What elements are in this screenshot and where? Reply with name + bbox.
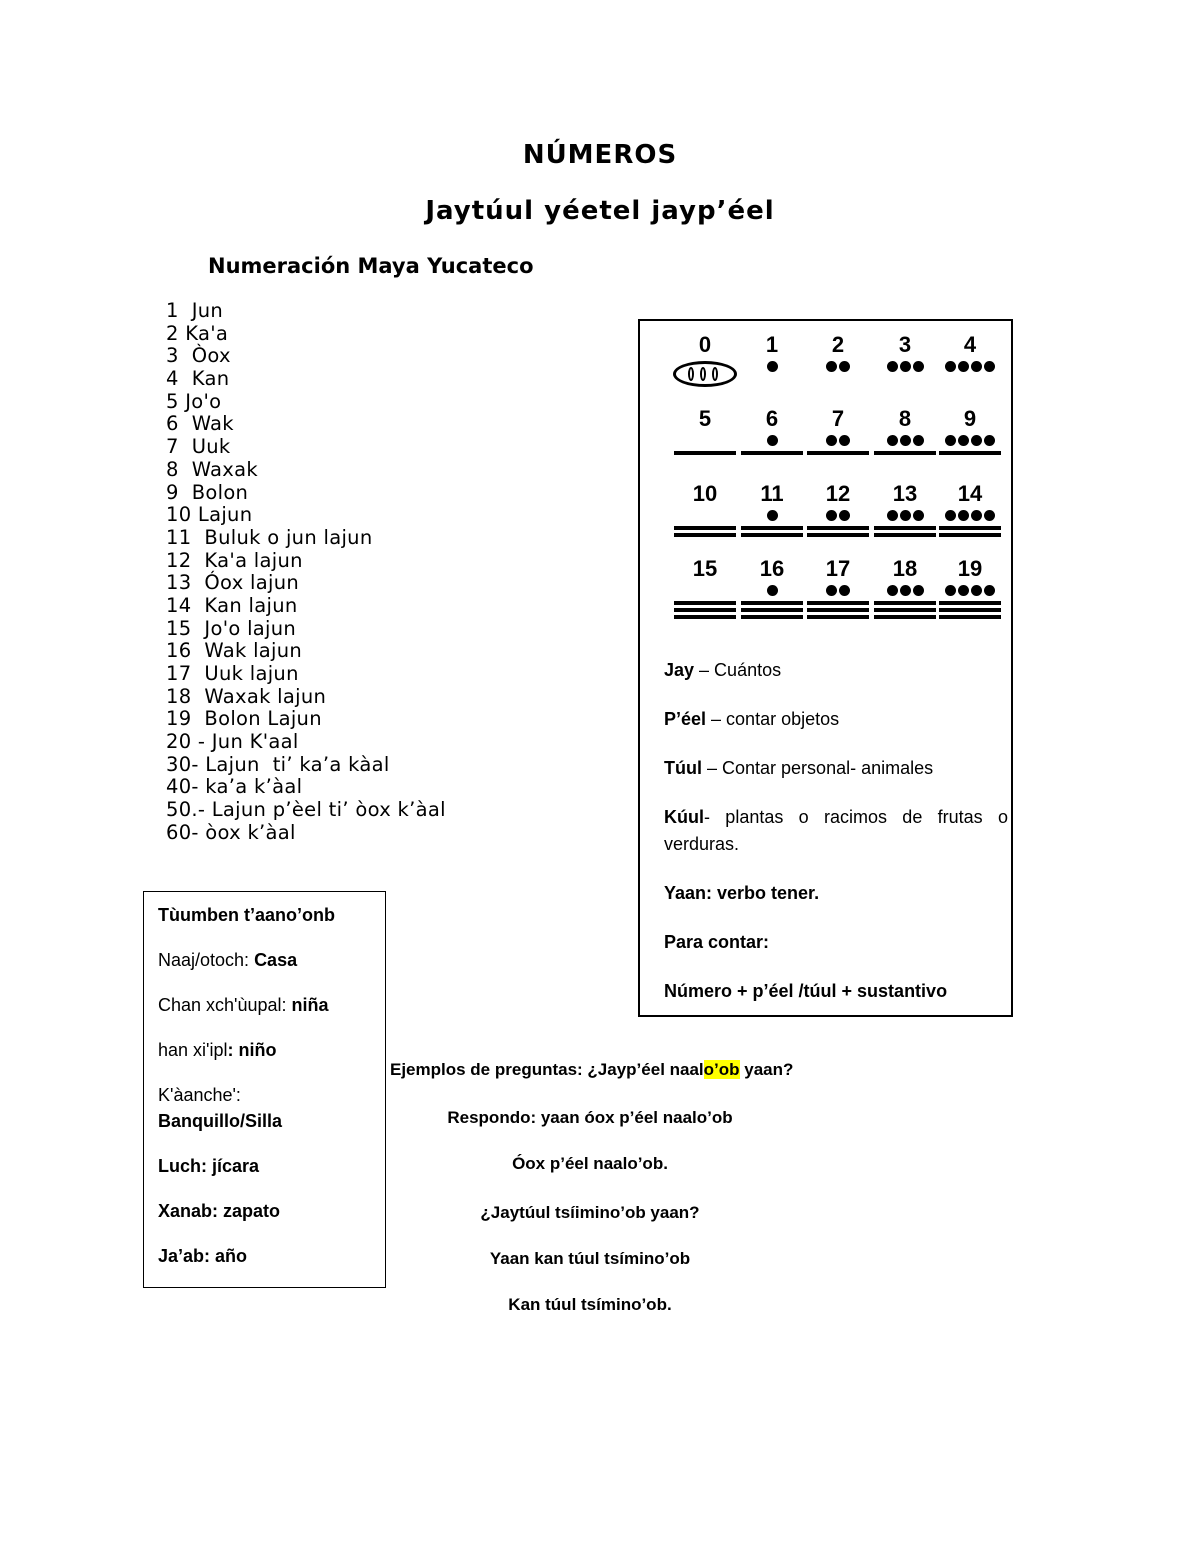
maya-numeral-label: 9 [963,406,977,431]
maya-dot [984,361,995,372]
para-contar-text: Para contar: [664,932,770,952]
maya-dot [971,361,982,372]
maya-numeral-label: 18 [892,556,918,581]
question-text: yaan? [739,1060,794,1079]
vocab-label: K'àanche': [158,1085,241,1105]
vocab-value: : niño [227,1040,277,1060]
vocab-heading [158,902,383,928]
number-item: 20 - Jun K'aal [166,730,299,754]
def-kuul: - plantas o racimos de frutas o verduras. [664,807,1008,854]
number-item: 3 Òox [166,344,231,368]
maya-numeral-label: 15 [692,556,718,581]
maya-numeral-label: 4 [963,332,977,357]
maya-bar [741,451,803,455]
maya-bar [674,608,736,612]
glossary-jay [664,657,1008,684]
maya-numeral [806,407,870,431]
maya-glyph [806,435,870,458]
maya-numeral-label: 11 [760,481,784,506]
maya-numerals-chart [640,321,1011,641]
maya-numeral-label: 17 [825,556,851,581]
maya-dot [984,585,995,596]
maya-numeral-label: 7 [831,406,845,431]
maya-glyph [938,435,1002,458]
maya-dot [839,510,850,521]
maya-bar [674,533,736,537]
maya-dot [826,361,837,372]
maya-bar [807,451,869,455]
number-item: 40- ka’a k’àal [166,775,303,799]
maya-numeral-label: 1 [765,332,779,357]
maya-dot [913,435,924,446]
def-peel: – contar objetos [706,709,840,729]
maya-dot [826,585,837,596]
maya-bar [741,601,803,605]
maya-numeral-label: 16 [759,556,785,581]
maya-numeral-label: 5 [698,406,712,431]
maya-dot [945,585,956,596]
maya-dot [971,585,982,596]
maya-numeral-label: 19 [957,556,983,581]
maya-dot [826,510,837,521]
vocab-jaab [158,1243,383,1269]
maya-glyph [806,361,870,373]
example-question-1 [390,1060,794,1080]
maya-numeral-label: 3 [898,332,912,357]
maya-numeral [740,407,804,431]
maya-bar [807,601,869,605]
numeration-heading: Numeración Maya Yucateco [208,254,534,278]
number-item: 30- Lajun ti’ ka’a kàal [166,752,390,776]
maya-dot [945,435,956,446]
vocabulary-box [143,891,386,1288]
number-item: 7 Uuk [166,435,231,459]
maya-bar [874,526,936,530]
number-item: 2 Ka'a [166,321,229,345]
maya-glyph [740,510,804,540]
term-jay: Jay [664,660,695,680]
maya-numeral [806,557,870,581]
vocab-label: han xi'ipl [158,1040,228,1060]
vocab-luch [158,1153,383,1179]
page-title: NÚMEROS [522,140,678,170]
maya-bar [674,526,736,530]
maya-dot [767,510,778,521]
maya-numeral [938,482,1002,506]
number-item: 14 Kan lajun [166,593,298,617]
vocab-xanab [158,1198,383,1224]
glossary-para-contar [664,929,1008,956]
term-kuul: Kúul [664,807,704,827]
numbers-list [166,300,446,845]
maya-numeral-label: 6 [765,406,779,431]
maya-dot [984,435,995,446]
maya-dot [958,361,969,372]
maya-bar [674,615,736,619]
maya-dot [826,435,837,446]
maya-numerals-box [638,319,1013,1017]
maya-bar [741,608,803,612]
number-item: 8 Waxak [166,457,258,481]
example-answer-1: Respondo: yaan óox p’éel naalo’ob [447,1108,733,1127]
vocab-value: Casa [254,950,298,970]
maya-bar [807,615,869,619]
number-item: 13 Óox lajun [166,571,300,595]
maya-numeral [938,407,1002,431]
maya-dot [839,361,850,372]
maya-glyph [873,435,937,458]
maya-dot [913,510,924,521]
maya-glyph [740,585,804,622]
maya-bar [674,451,736,455]
maya-dot [887,435,898,446]
maya-numeral-label: 2 [831,332,845,357]
maya-bar [939,601,1001,605]
number-item: 9 Bolon [166,480,249,504]
maya-numeral [806,333,870,357]
maya-numeral [673,557,737,581]
maya-numeral-label: 8 [898,406,912,431]
number-item: 60- òox k’àal [166,820,296,844]
glossary-peel [664,706,1008,733]
maya-dot [971,435,982,446]
vocab-value: Ja’ab: año [158,1246,248,1266]
maya-bar [939,451,1001,455]
maya-dot [945,510,956,521]
vocab-nina [158,992,383,1018]
number-item: 16 Wak lajun [166,639,303,663]
page-subtitle: Jaytúul yéetel jayp’éel [425,196,775,226]
maya-glyph [673,585,737,622]
example-question-2: ¿Jaytúul tsíimino’ob yaan? [480,1203,700,1222]
maya-numeral-label: 14 [957,481,983,506]
glossary [664,657,1008,1017]
maya-numeral [938,333,1002,357]
def-tuul: – Contar personal- animales [702,758,934,778]
maya-dot [913,361,924,372]
def-jay: – Cuántos [694,660,782,680]
maya-glyph [806,510,870,540]
maya-glyph [873,585,937,622]
maya-glyph [673,510,737,540]
maya-numeral [873,407,937,431]
maya-bar [807,608,869,612]
maya-numeral [673,407,737,431]
maya-dot [887,510,898,521]
vocab-value: Luch: jícara [158,1156,260,1176]
maya-dot [767,435,778,446]
maya-bar [674,601,736,605]
maya-dot [945,361,956,372]
maya-bar [874,601,936,605]
maya-numeral [873,557,937,581]
shell-zero-icon [673,361,737,387]
number-item: 6 Wak [166,412,234,436]
maya-bar [874,533,936,537]
maya-glyph [873,361,937,373]
maya-numeral-label: 12 [825,481,851,506]
maya-numeral [938,557,1002,581]
maya-bar [874,451,936,455]
vocab-heading-text: Tùumben t’aano’onb [158,905,335,925]
maya-dot [839,435,850,446]
maya-dot [984,510,995,521]
maya-dot [971,510,982,521]
formula-text: Número + p’éel /túul + sustantivo [664,981,948,1001]
maya-glyph [873,510,937,540]
vocab-silla [158,1082,383,1134]
maya-bar [741,533,803,537]
maya-dot [900,510,911,521]
maya-glyph [938,510,1002,540]
highlighted-text: o’ob [703,1060,740,1079]
term-tuul: Túul [664,758,702,778]
number-item: 15 Jo'o lajun [166,616,297,640]
maya-glyph [938,585,1002,622]
maya-numeral [740,482,804,506]
maya-dot [958,435,969,446]
number-item: 12 Ka'a lajun [166,548,303,572]
maya-bar [874,615,936,619]
maya-bar [939,615,1001,619]
vocab-nino [158,1037,383,1063]
maya-dot [900,585,911,596]
maya-bar [741,615,803,619]
number-item: 10 Lajun [166,503,253,527]
number-item: 19 Bolon Lajun [166,707,322,731]
vocab-label: Naaj/otoch: [158,950,255,970]
maya-numeral [673,333,737,357]
example-answer-4: Kan túul tsímino’ob. [508,1295,672,1314]
maya-numeral [873,482,937,506]
maya-glyph [740,435,804,458]
glossary-kuul [664,804,1008,858]
glossary-tuul [664,755,1008,782]
vocab-label: Chan xch'ùupal: [158,995,292,1015]
maya-glyph [673,435,737,458]
maya-numeral-label: 0 [698,332,712,357]
maya-numeral [873,333,937,357]
maya-numeral [740,557,804,581]
maya-bar [939,533,1001,537]
maya-dot [900,361,911,372]
vocab-value: Banquillo/Silla [158,1111,283,1131]
maya-dot [767,585,778,596]
maya-dot [958,585,969,596]
maya-bar [939,526,1001,530]
maya-bar [807,526,869,530]
maya-bar [807,533,869,537]
question-text: Ejemplos de preguntas: ¿Jayp’éel naal [390,1060,704,1079]
maya-dot [767,361,778,372]
yaan-text: Yaan: verbo tener. [664,883,820,903]
maya-glyph [806,585,870,622]
number-item: 50.- Lajun p’èel ti’ òox k’àal [166,798,446,822]
maya-numeral [740,333,804,357]
vocab-value: niña [291,995,329,1015]
number-item: 18 Waxak lajun [166,684,327,708]
maya-bar [741,526,803,530]
maya-dot [839,585,850,596]
maya-glyph [938,361,1002,373]
maya-bar [874,608,936,612]
maya-numeral-label: 10 [692,481,718,506]
example-answer-3: Yaan kan túul tsímino’ob [489,1249,691,1268]
maya-dot [958,510,969,521]
number-item: 4 Kan [166,367,230,391]
glossary-yaan [664,880,1008,907]
number-item: 17 Uuk lajun [166,662,299,685]
maya-dot [900,435,911,446]
maya-numeral [806,482,870,506]
maya-numeral-label: 13 [892,481,918,506]
vocab-value: Xanab: zapato [158,1201,281,1221]
number-item: 5 Jo'o [166,389,222,413]
glossary-formula [664,978,1008,1005]
vocab-casa [158,947,383,973]
maya-numeral [673,482,737,506]
maya-glyph [740,361,804,373]
maya-dot [887,361,898,372]
example-answer-2: Óox p’éel naalo’ob. [512,1154,668,1173]
maya-dot [887,585,898,596]
maya-dot [913,585,924,596]
number-item: 11 Buluk o jun lajun [166,525,373,549]
maya-bar [939,608,1001,612]
number-item: 1 Jun [166,299,224,322]
term-peel: P’éel [664,709,707,729]
